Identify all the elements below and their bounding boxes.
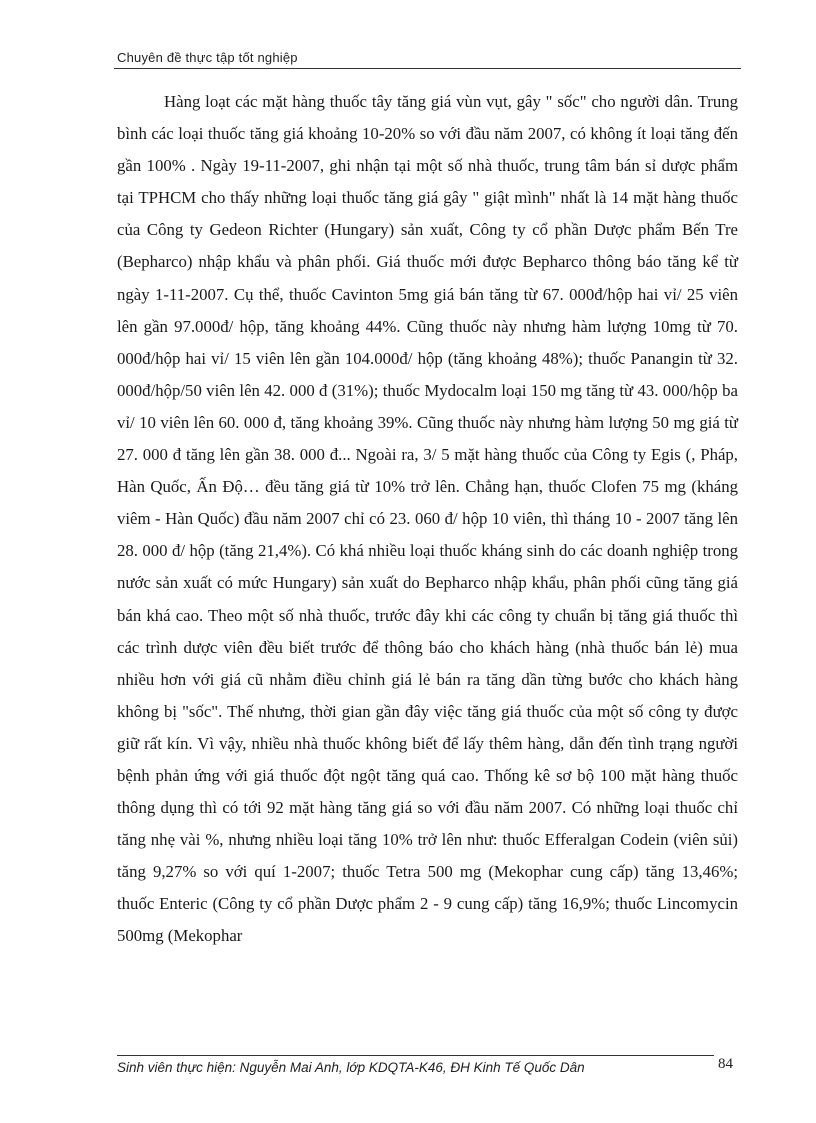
- page-number: 84: [718, 1056, 733, 1072]
- footer-author: Sinh viên thực hiện: Nguyễn Mai Anh, lớp KDQTA-K46, ĐH Kinh Tế Quốc Dân: [117, 1060, 585, 1075]
- body-paragraph: Hàng loạt các mặt hàng thuốc tây tăng giá vùn vụt, gây " sốc" cho người dân. Trung bình các loại thuốc tăng giá khoảng 10-20% so với đầu năm 2007, có không ít loại tăng đến gần 100% . Ngày 19-11-2007, ghi nhận tại một số nhà thuốc, trung tâm bán sỉ dược phẩm tại TPHCM cho thấy những loại thuốc tăng giá gây " giật mình" nhất là 14 mặt hàng thuốc của Công ty Gedeon Richter (Hungary) sản xuất, Công ty cổ phần Dược phẩm Bến Tre (Bepharco) nhập khẩu và phân phối. Giá thuốc mới được Bepharco thông báo tăng kể từ ngày 1-11-2007. Cụ thể, thuốc Cavinton 5mg giá bán tăng từ 67. 000đ/hộp hai vỉ/ 25 viên lên gần 97.000đ/ hộp, tăng khoảng 44%. Cũng thuốc này nhưng hàm lượng 10mg từ 70. 000đ/hộp hai vỉ/ 15 viên lên gần 104.000đ/ hộp (tăng khoảng 48%); thuốc Panangin từ 32. 000đ/hộp/50 viên lên 42. 000 đ (31%); thuốc Mydocalm loại 150 mg tăng từ 43. 000/hộp ba vỉ/ 10 viên lên 60. 000 đ, tăng khoảng 39%. Cũng thuốc này nhưng hàm lượng 50 mg giá từ 27. 000 đ tăng lên gần 38. 000 đ... Ngoài ra, 3/ 5 mặt hàng thuốc của Công ty Egis (, Pháp, Hàn Quốc, Ấn Độ… đều tăng giá từ 10% trở lên. Chẳng hạn, thuốc Clofen 75 mg (kháng viêm - Hàn Quốc) đầu năm 2007 chỉ có 23. 060 đ/ hộp 10 viên, thì tháng 10 - 2007 tăng lên 28. 000 đ/ hộp (tăng 21,4%). Có khá nhiều loại thuốc kháng sinh do các doanh nghiệp trong nước sản xuất có mức Hungary) sản xuất do Bepharco nhập khẩu, phân phối cũng tăng giá bán khá cao. Theo một số nhà thuốc, trước đây khi các công ty chuẩn bị tăng giá thuốc thì các trình dược viên đều biết trước để thông báo cho khách hàng (nhà thuốc bán lẻ) mua nhiều hơn với giá cũ nhằm điều chỉnh giá lẻ bán ra tăng dần từng bước cho khách hàng không bị "sốc". Thế nhưng, thời gian gần đây việc tăng giá thuốc của một số công ty được giữ rất kín. Vì vậy, nhiều nhà thuốc không biết để lấy thêm hàng, dẫn đến tình trạng người bệnh phản ứng với giá thuốc đột ngột tăng quá cao. Thống kê sơ bộ 100 mặt hàng thuốc thông dụng thì có tới 92 mặt hàng tăng giá so với đầu năm 2007. Có những loại thuốc chỉ tăng nhẹ vài %, nhưng nhiều loại tăng 10% trở lên như: thuốc Efferalgan Codein (viên sủi) tăng 9,27% so với quí 1-2007; thuốc Tetra 500 mg (Mekophar cung cấp) tăng 13,46%; thuốc Enteric (Công ty cổ phần Dược phẩm 2 - 9 cung cấp) tăng 16,9%; thuốc Lincomycin 500mg (Mekophar: [117, 92, 738, 946]
- header-title: Chuyên đề thực tập tốt nghiệp: [117, 50, 298, 65]
- footer-divider: [117, 1055, 714, 1056]
- header-divider: [114, 68, 741, 69]
- main-body: [117, 86, 738, 953]
